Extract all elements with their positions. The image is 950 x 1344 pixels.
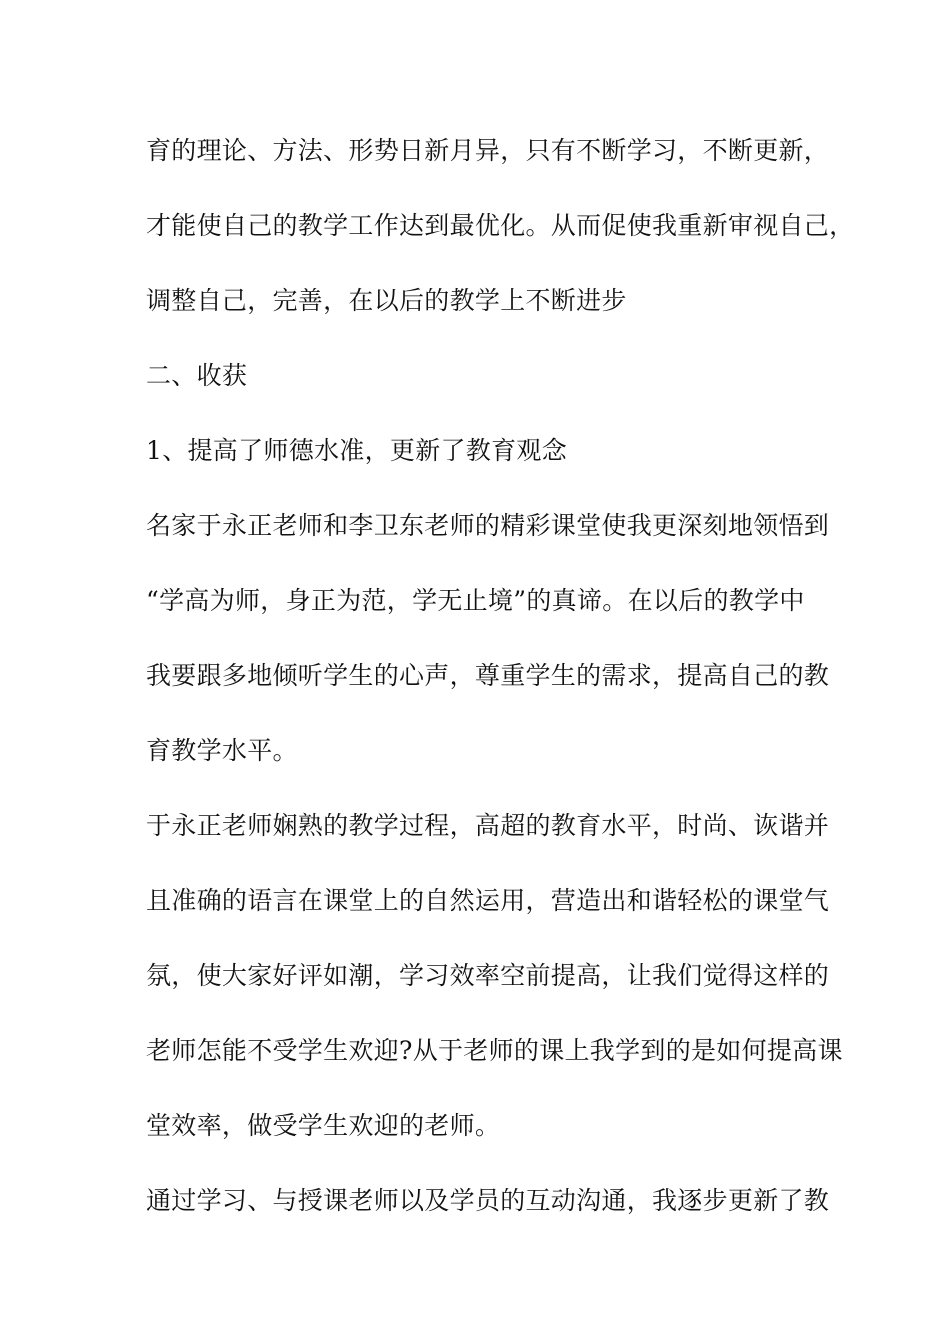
text-line: 我要跟多地倾听学生的心声，尊重学生的需求，提高自己的教 xyxy=(146,661,830,690)
text-line: 且准确的语言在课堂上的自然运用，营造出和谐轻松的课堂气 xyxy=(146,886,830,915)
text-line: 通过学习、与授课老师以及学员的互动沟通，我逐步更新了教 xyxy=(146,1186,830,1215)
subsection-heading: 1、提高了师德水准，更新了教育观念 xyxy=(146,436,568,465)
text-line: 老师怎能不受学生欢迎?从于老师的课上我学到的是如何提高课 xyxy=(146,1036,843,1065)
text-line: 育的理论、方法、形势日新月异，只有不断学习，不断更新， xyxy=(146,136,830,165)
text-line: 才能使自己的教学工作达到最优化。从而促使我重新审视自己， xyxy=(146,211,855,240)
text-line: 育教学水平。 xyxy=(146,736,298,765)
text-line: 堂效率，做受学生欢迎的老师。 xyxy=(146,1111,501,1140)
text-line: 于永正老师娴熟的教学过程，高超的教育水平，时尚、诙谐并 xyxy=(146,811,830,840)
text-line: “学高为师，身正为范，学无止境”的真谛。在以后的教学中 xyxy=(146,586,805,615)
text-line: 氛，使大家好评如潮，学习效率空前提高，让我们觉得这样的 xyxy=(146,961,830,990)
section-heading: 二、收获 xyxy=(146,361,248,390)
text-line: 调整自己，完善，在以后的教学上不断进步 xyxy=(146,286,627,315)
text-line: 名家于永正老师和李卫东老师的精彩课堂使我更深刻地领悟到 xyxy=(146,511,830,540)
